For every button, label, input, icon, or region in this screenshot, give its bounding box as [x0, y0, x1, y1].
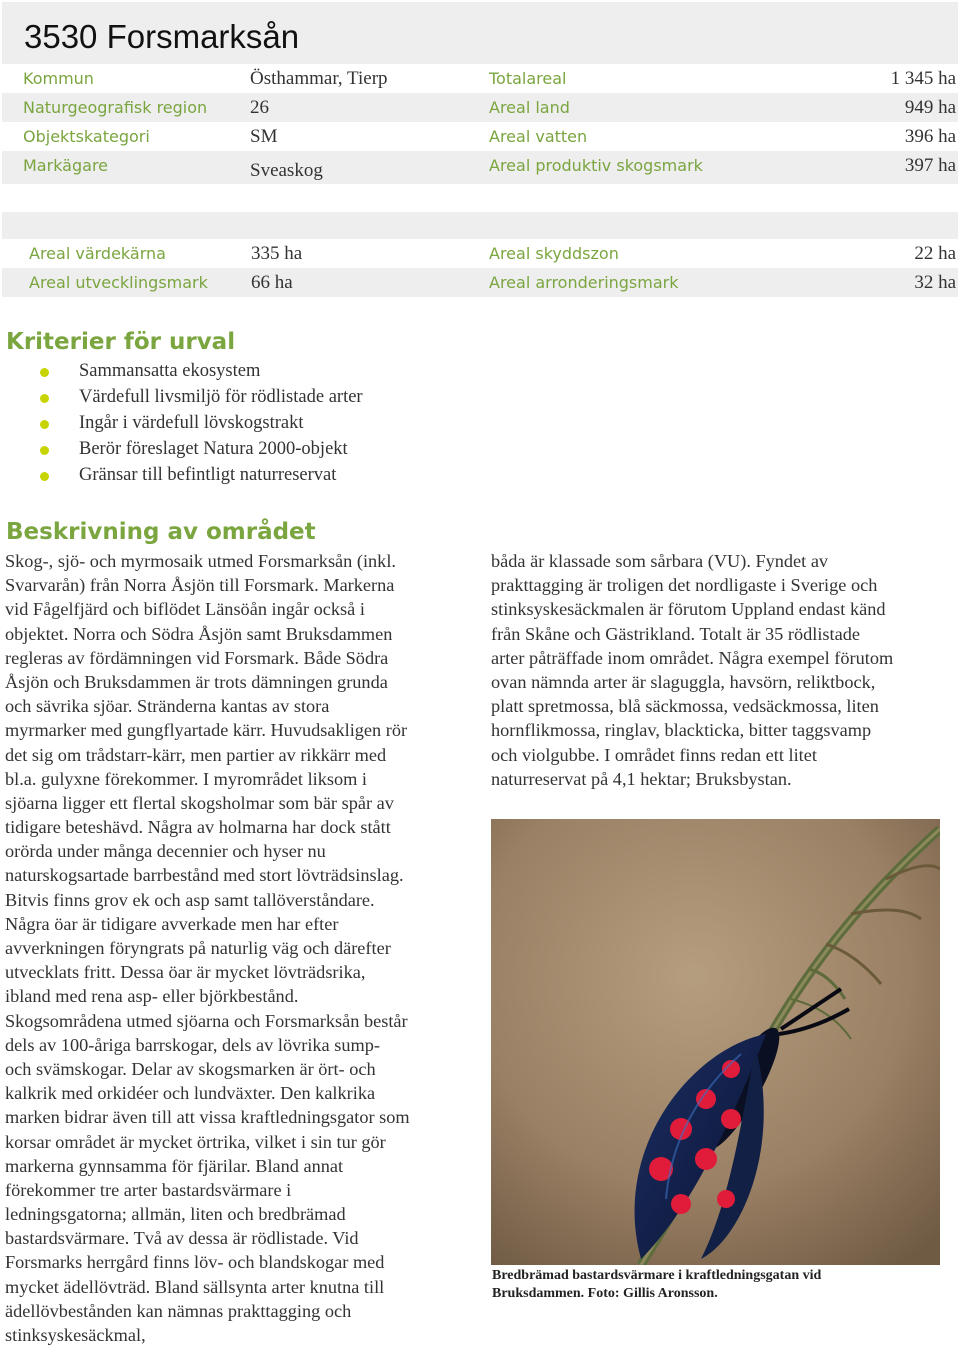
text-line: ledningsgatorna; allmän, liten och bredbrämad — [5, 1204, 346, 1225]
info-label: Areal vatten — [489, 127, 588, 146]
info-label: Areal land — [489, 98, 570, 117]
text-line: regleras av fördämningen vid Forsmark. Både Södra — [5, 647, 389, 668]
text-line: korsar området är mycket örtrika, vilket i sin tur gör — [5, 1131, 386, 1152]
page-title: 3530 Forsmarksån — [24, 18, 300, 55]
text-line: mycket ädellövträd. Bland sällsynta arter knutna till — [5, 1276, 385, 1297]
text-line: utvecklats fritt. Dessa öar är mycket lövträdsrika, — [5, 962, 366, 983]
text-line: dels av 100-åriga barrskogar, dels av lövrika sump- — [5, 1034, 380, 1055]
description-heading: Beskrivning av området — [6, 519, 316, 545]
text-line: och svämskogar. Delar av skogsmarken är ört- och — [5, 1058, 376, 1079]
text-line: stinksyskesäckmalen är förutom Uppland endast känd — [491, 599, 886, 620]
info-value: Östhammar, Tierp — [250, 68, 388, 89]
info-row — [2, 151, 958, 184]
document-page: 3530 Forsmarksån Kommun Östhammar, Tierp Totalareal 1 345 ha Naturgeografisk region 26 Areal land 949 ha Objektskategori SM Areal vatten 396 ha Markägare Sveaskog Areal produktiv skogsmark 397 ha Areal värdekärna 335 ha Areal skyddszon 22 ha Areal utvecklingsmark 66 ha Areal arronderingsmark 32 ha Kriterier för urval Sammansatta ekosystem Värdefull livsmiljö för rödlistade arter Ingår i värdefull lövskogstrakt Berör föreslaget Natura 2000-objekt Gränsar till befintligt naturreservat Beskrivning av området Skog-, sjö- och myrmosaik utmed Forsmarksån (inkl. Svarvarån) från Norra Åsjön till Forsmark. Markerna vid Fågelfjärd och biflödet Länsöån ingår också i objektet. Norra och Södra Åsjön samt Bruksdammen regleras av fördämningen vid Forsmark. Både Södra Åsjön och Bruksdammen är trots dämningen grunda och sävrika sjöar. Stränderna kantas av stora myrmarker med gungflyartade kärr. Huvudsakligen rör det sig om trådstarr-kärr, men partier av rikkärr med bl.a. gulyxne förekommer. I myrområdet liksom i sjöarna ligger ett flertal skogsholmar som bär spår av tidigare beteshävd. Några av holmarna har dock stått orörda under många decennier och hyser nu naturskogsartade barrbestånd med stort lövträdsinslag. Bitvis finns grov ek och asp samt tallöverståndare. Några öar är tidigare avverkade men har efter avverkningen föryngrats på naturlig väg och därefter utvecklats fritt. Dessa öar är mycket lövträdsrika, ibland med rena asp- eller björkbestånd. Skogsområdena utmed sjöarna och Forsmarksån består dels av 100-åriga barrskogar, dels av lövrika sump- och svämskogar. Delar av skogsmarken är ört- och kalkrik med orkidéer och lundväxter. Den kalkrika marken bidrar även till att vissa kraftledningsgator som korsar området är mycket örtrika, vilket i sin tur gör markerna gynnsamma för fjärilar. Bland annat förekommer tre arter bastardsvärmare i ledningsgatorna; allmän, liten och bredbrämad bastardsvärmare. Två av dessa är rödlistade. Vid Forsmarks herrgård finns löv- och blandskogar med mycket ädellövträd. Bland sällsynta arter knutna till ädellövbestånden kan nämnas prakttagging och stinksyskesäckmal, båda är klassade som sårbara (VU). Fyndet av prakttagging är troligen det nordligaste i Sverige och stinksyskesäckmalen är förutom Uppland endast känd från Skåne och Gästrikland. Totalt är 35 rödlistade arter påträffade inom området. Några exempel förutom ovan nämnda arter är slaguggla, havsörn, reliktbock, platt spretmossa, blå säckmossa, vedsäckmossa, liten hornflikmossa, ringlav, blackticka, bitter taggsvamp och violgubbe. I området finns redan ett litet naturreservat på 4,1 hektar; Bruksbystan. Bredbrämad bastardsvärmare i kraftledningsgatan vid Bruksdammen. Foto: Gillis Aronsson. — [0, 0, 960, 1346]
info-value: 335 ha — [251, 243, 303, 264]
info-value: SM — [250, 126, 278, 147]
text-line: objektet. Norra och Södra Åsjön samt Bruksdammen — [5, 623, 393, 644]
bullet-icon — [40, 420, 49, 429]
text-line: bl.a. gulyxne förekommer. I myrområdet liksom i — [5, 768, 367, 789]
text-line: orörda under många decennier och hyser nu — [5, 841, 326, 862]
text-line: Bredbrämad bastardsvärmare i kraftledningsgatan vid — [492, 1268, 822, 1283]
text-line: prakttagging är troligen det nordligaste i Sverige och — [491, 575, 878, 596]
text-line: Bruksdammen. Foto: Gillis Aronsson. — [492, 1286, 718, 1301]
separator-bar — [2, 212, 958, 239]
info-label: Areal värdekärna — [29, 244, 166, 263]
text-line: hornflikmossa, ringlav, blackticka, bitter taggsvamp — [491, 720, 872, 741]
description-right-column — [491, 549, 956, 791]
bullet-icon — [40, 368, 49, 377]
text-line: Några öar är tidigare avverkade men har efter — [5, 913, 339, 934]
burnet-moth-image — [491, 819, 940, 1265]
photo-caption — [492, 1267, 942, 1303]
bullet-icon — [40, 394, 49, 403]
text-line: ibland med rena asp- eller björkbestånd. — [5, 986, 299, 1007]
text-line: Forsmarks herrgård finns löv- och blandskogar med — [5, 1252, 385, 1273]
text-line: från Skåne och Gästrikland. Totalt är 35 rödlistade — [491, 623, 860, 644]
info-label: Areal produktiv skogsmark — [489, 156, 703, 175]
moth-photo — [491, 819, 940, 1265]
info-value: Sveaskog — [250, 160, 323, 181]
description-left-column — [5, 549, 475, 1346]
text-line: bastardsvärmare. Två av dessa är rödlistade. Vid — [5, 1228, 359, 1249]
text-line: Skogsområdena utmed sjöarna och Forsmarksån består — [5, 1010, 408, 1031]
text-line: marken bidrar även till att vissa kraftledningsgator som — [5, 1107, 410, 1128]
title-block — [2, 2, 958, 64]
text-line: stinksyskesäckmal, — [5, 1325, 146, 1345]
info-label: Markägare — [23, 156, 109, 175]
bullet-icon — [40, 472, 49, 481]
info-value: 66 ha — [251, 272, 293, 293]
info-label: Objektskategori — [23, 127, 150, 146]
info-value: 949 ha — [904, 97, 956, 118]
info-value: 26 — [250, 97, 269, 118]
info-row — [2, 64, 958, 93]
text-line: myrmarker med gungflyartade kärr. Huvudsakligen rör — [5, 720, 408, 741]
text-line: och violgubbe. I området finns redan ett litet — [491, 744, 817, 765]
text-line: sjöarna ligger ett flertal skogsholmar som bär spår av — [5, 792, 394, 813]
text-line: Svarvarån) från Norra Åsjön till Forsmark. Markerna — [5, 575, 395, 596]
info-row — [2, 239, 958, 268]
text-line: naturskogsartade barrbestånd med stort lövträdsinslag. — [5, 865, 404, 886]
text-line: båda är klassade som sårbara (VU). Fyndet av — [491, 551, 829, 571]
info-row — [2, 122, 958, 151]
info-row — [2, 93, 958, 122]
bullet-icon — [40, 446, 49, 455]
text-line: Åsjön och Bruksdammen är trots dämningen grunda — [5, 671, 388, 692]
info-label: Kommun — [23, 69, 94, 88]
text-line: platt spretmossa, blå säckmossa, vedsäckmossa, liten — [491, 696, 879, 717]
info-value: 396 ha — [904, 126, 956, 147]
text-line: det sig om trådstarr-kärr, men partier av rikkärr med — [5, 744, 387, 765]
text-line: tidigare beteshävd. Några av holmarna har dock stått — [5, 817, 391, 838]
info-value: 397 ha — [904, 155, 956, 176]
info-label: Naturgeografisk region — [23, 98, 208, 117]
text-line: vid Fågelfjärd och biflödet Länsöån ingår också i — [5, 599, 365, 620]
info-value: 22 ha — [914, 243, 956, 264]
text-line: naturreservat på 4,1 hektar; Bruksbystan. — [491, 768, 792, 789]
text-line: Bitvis finns grov ek och asp samt tallöverståndare. — [5, 889, 375, 910]
text-line: ovan nämnda arter är slaguggla, havsörn, reliktbock, — [491, 671, 876, 692]
info-label: Areal utvecklingsmark — [29, 273, 208, 292]
text-line: förekommer tre arter bastardsvärmare i — [5, 1179, 292, 1200]
text-line: avverkningen föryngrats på naturlig väg och därefter — [5, 938, 391, 958]
text-line: och sävrika sjöar. Stränderna kantas av stora — [5, 696, 330, 717]
info-label: Areal skyddszon — [489, 244, 619, 263]
text-line: ädellövbestånden kan nämnas prakttagging och — [5, 1300, 352, 1321]
info-label: Totalareal — [489, 69, 567, 88]
text-line: kalkrik med orkidéer och lundväxter. Den kalkrika — [5, 1083, 376, 1104]
text-line: arter påträffade inom området. Några exempel förutom — [491, 647, 894, 668]
info-row — [2, 268, 958, 297]
info-label: Areal arronderingsmark — [489, 273, 679, 292]
info-value: 32 ha — [914, 272, 956, 293]
criteria-heading: Kriterier för urval — [6, 329, 236, 355]
text-line: markerna gynnsamma för fjärilar. Bland annat — [5, 1155, 344, 1176]
info-value: 1 345 ha — [890, 68, 956, 89]
text-line: Skog-, sjö- och myrmosaik utmed Forsmarksån (inkl. — [5, 551, 396, 571]
